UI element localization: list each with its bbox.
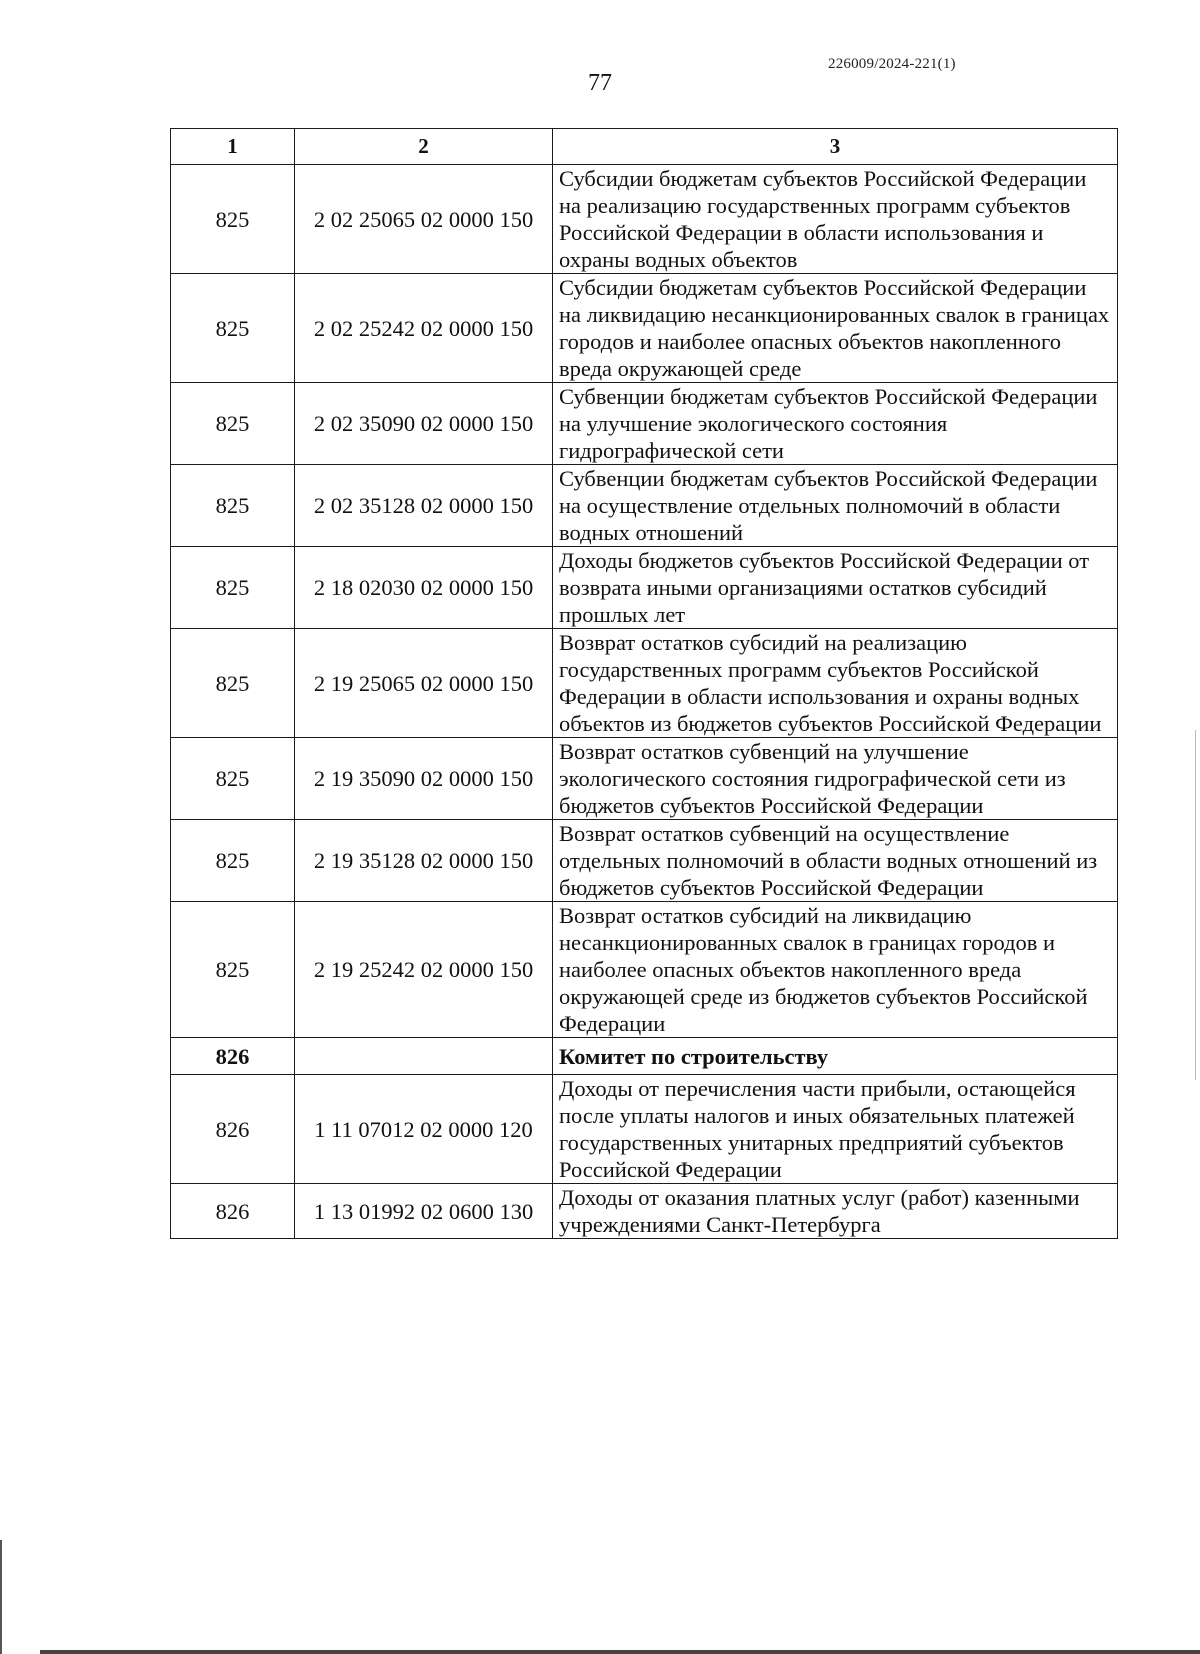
section-heading-row (171, 1038, 1118, 1075)
description-cell: Возврат остатков субсидий на реализацию государственных программ субъектов Российской Федерации в области использования и охраны водных объектов из бюджетов субъектов Российской Федерации (553, 629, 1118, 738)
budget-code-cell: 2 02 35128 02 0000 150 (295, 465, 553, 547)
admin-code-cell: 825 (171, 629, 295, 738)
budget-code-cell: 2 19 25242 02 0000 150 (295, 902, 553, 1038)
budget-code-cell: 2 02 25065 02 0000 150 (295, 165, 553, 274)
budget-code-cell: 1 11 07012 02 0000 120 (295, 1075, 553, 1184)
budget-code-cell: 1 13 01992 02 0600 130 (295, 1184, 553, 1239)
admin-code-cell: 826 (171, 1184, 295, 1239)
scan-bottom-edge (40, 1650, 1200, 1654)
description-cell: Возврат остатков субвенций на улучшение экологического состояния гидрографической сети из бюджетов субъектов Российской Федерации (553, 738, 1118, 820)
column-header-2: 2 (295, 129, 553, 165)
budget-code-cell: 2 19 35090 02 0000 150 (295, 738, 553, 820)
scan-edge-mark-left (0, 1540, 2, 1654)
budget-code-cell: 2 02 35090 02 0000 150 (295, 383, 553, 465)
description-cell: Субвенции бюджетам субъектов Российской Федерации на осуществление отдельных полномочий в области водных отношений (553, 465, 1118, 547)
column-header-3: 3 (553, 129, 1118, 165)
budget-code-cell: 2 02 25242 02 0000 150 (295, 274, 553, 383)
description-cell: Возврат остатков субвенций на осуществление отдельных полномочий в области водных отношений из бюджетов субъектов Российской Федерации (553, 820, 1118, 902)
admin-code-cell: 826 (171, 1075, 295, 1184)
section-title-cell: Комитет по строительству (553, 1038, 1118, 1075)
table-row (171, 383, 1118, 465)
table-row (171, 1075, 1118, 1184)
description-cell: Субсидии бюджетам субъектов Российской Федерации на реализацию государственных программ субъектов Российской Федерации в области использования и охраны водных объектов (553, 165, 1118, 274)
table-row (171, 547, 1118, 629)
admin-code-cell: 825 (171, 383, 295, 465)
description-cell: Доходы от перечисления части прибыли, остающейся после уплаты налогов и иных обязательных платежей государственных унитарных предприятий субъектов Российской Федерации (553, 1075, 1118, 1184)
table-row (171, 165, 1118, 274)
description-cell: Доходы бюджетов субъектов Российской Федерации от возврата иными организациями остатков субсидий прошлых лет (553, 547, 1118, 629)
budget-classification-table (170, 128, 1118, 1239)
table-row (171, 274, 1118, 383)
scan-edge-mark-right (1195, 730, 1196, 1080)
table-row (171, 902, 1118, 1038)
admin-code-cell: 825 (171, 738, 295, 820)
section-empty-code-cell (295, 1038, 553, 1075)
table-row (171, 738, 1118, 820)
table-row (171, 465, 1118, 547)
admin-code-cell: 825 (171, 465, 295, 547)
table-header-row (171, 129, 1118, 165)
admin-code-cell: 825 (171, 547, 295, 629)
budget-code-cell: 2 19 25065 02 0000 150 (295, 629, 553, 738)
section-admin-code-cell: 826 (171, 1038, 295, 1075)
column-header-1: 1 (171, 129, 295, 165)
budget-code-cell: 2 19 35128 02 0000 150 (295, 820, 553, 902)
description-cell: Доходы от оказания платных услуг (работ) казенными учреждениями Санкт-Петербурга (553, 1184, 1118, 1239)
budget-code-cell: 2 18 02030 02 0000 150 (295, 547, 553, 629)
admin-code-cell: 825 (171, 165, 295, 274)
description-cell: Субвенции бюджетам субъектов Российской Федерации на улучшение экологического состояния гидрографической сети (553, 383, 1118, 465)
description-cell: Субсидии бюджетам субъектов Российской Федерации на ликвидацию несанкционированных свалок в границах городов и наиболее опасных объектов накопленного вреда окружающей среде (553, 274, 1118, 383)
admin-code-cell: 825 (171, 820, 295, 902)
page-number: 77 (588, 70, 612, 96)
document-registration-number: 226009/2024-221(1) (828, 56, 956, 72)
admin-code-cell: 825 (171, 274, 295, 383)
admin-code-cell: 825 (171, 902, 295, 1038)
description-cell: Возврат остатков субсидий на ликвидацию несанкционированных свалок в границах городов и наиболее опасных объектов накопленного вреда окружающей среде из бюджетов субъектов Российской Федерации (553, 902, 1118, 1038)
table-row (171, 629, 1118, 738)
table-row (171, 1184, 1118, 1239)
table-row (171, 820, 1118, 902)
